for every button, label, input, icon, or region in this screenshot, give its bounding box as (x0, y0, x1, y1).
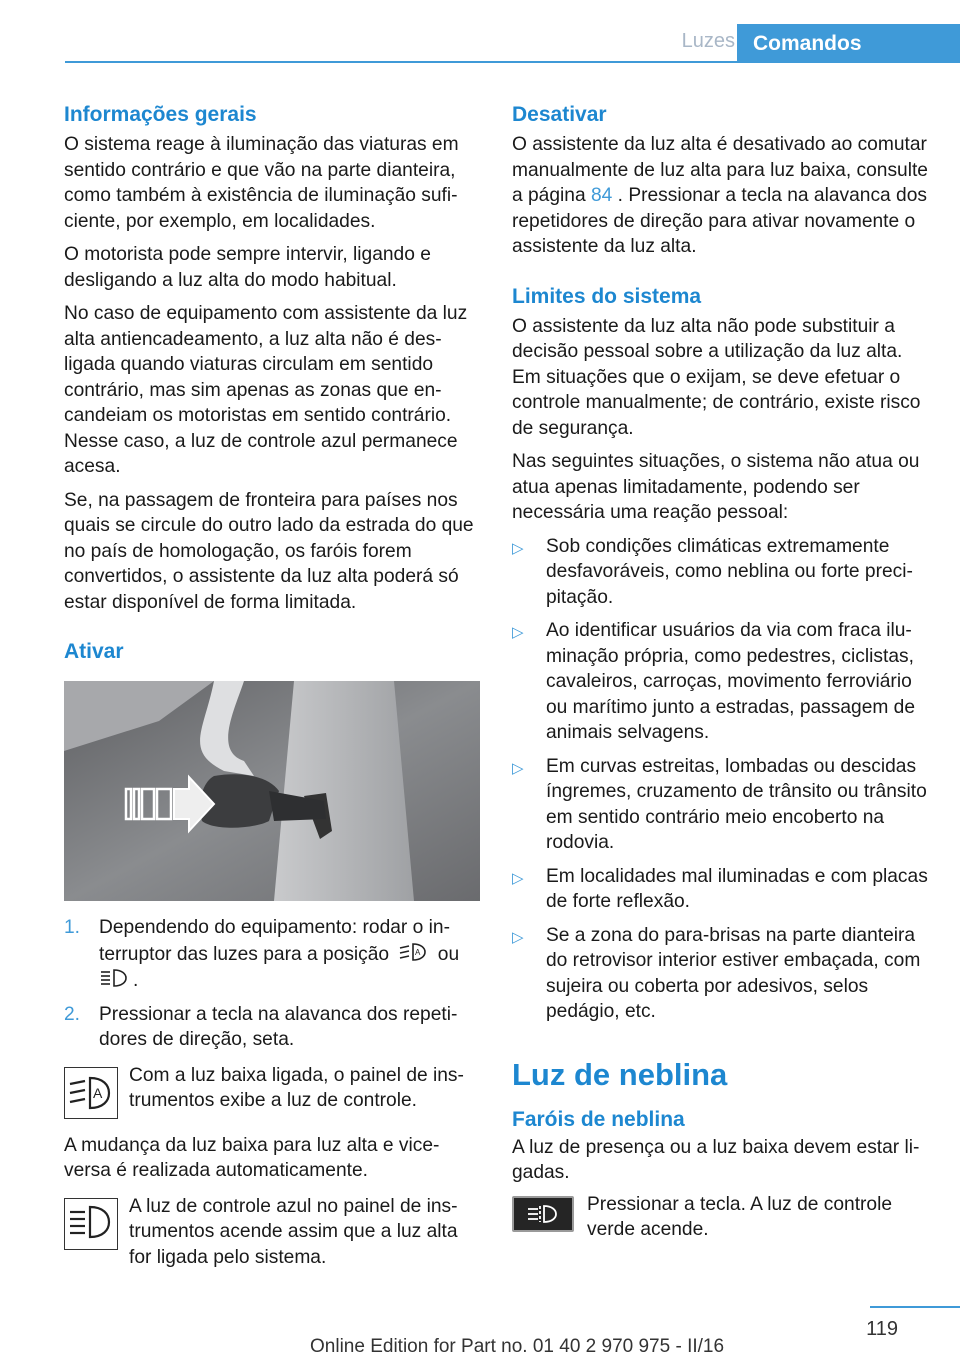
heading-activate: Ativar (64, 640, 124, 663)
auto-high-beam-icon (398, 941, 428, 963)
paragraph-limits-2: Nas seguintes situações, o sistema não atua ou atua apenas limitadamente, podendo ser necessária uma reação pessoal: (512, 451, 920, 523)
note-low-beam-text: Com a luz baixa ligada, o painel de instrumentos exibe a luz de controle. (129, 1064, 464, 1111)
step-text-a: Dependendo do equipamento: rodar o interruptor das luzes para a posição (99, 917, 450, 965)
step-text (99, 915, 480, 994)
fog-button-note (512, 1192, 928, 1243)
activate-steps (64, 915, 480, 1053)
paragraph-general-3: No caso de equipamento com assistente da luz alta antiencadeamento, a luz alta não é desligada quando viaturas circulam em sentido contrário, mas sim apenas as zonas que encandeiam os motoristas em sentido contrário. Nesse caso, a luz de controle azul permanece acesa. (64, 303, 468, 477)
svg-text:A: A (415, 947, 421, 957)
bullet-triangle-icon: ▷ (512, 928, 524, 946)
list-item (512, 618, 928, 746)
list-item (512, 534, 928, 611)
deactivate-text-a: O assistente da luz alta é desativado ao comutar manualmente de luz alta para luz baixa, consulte a página (512, 134, 928, 206)
limits-list (512, 534, 928, 1025)
list-item (512, 754, 928, 856)
high-beam-icon (99, 967, 129, 989)
heading-fog-light: Luz de neblina (512, 1056, 728, 1092)
left-column (64, 100, 480, 1270)
bullet-text: Em curvas estreitas, lombadas ou descidas íngremes, cruzamento de trânsito ou trânsito em sentido contrário meio encoberto na rodovia. (546, 755, 927, 853)
paragraph-limits-1: O assistente da luz alta não pode substituir a decisão pessoal sobre a utilização da luz alta. Em situações que o exijam, se deve efetuar o controle manualmente; de contrário, existe risco de segurança. (512, 315, 921, 439)
bullet-text: Sob condições climáticas extremamente desfavoráveis, como neblina ou forte precipitação. (546, 535, 913, 608)
bullet-text: Se a zona do para-brisas na parte dianteira do retrovisor interior estiver embaçada, com sujeira ou coberta por adesivos, selos pedágio, etc. (546, 924, 921, 1022)
list-item (512, 864, 928, 915)
high-beam-indicator-icon (64, 1198, 118, 1250)
paragraph-general-2: O motorista pode sempre intervir, ligando e desligando a luz alta do modo habitual. (64, 244, 431, 291)
header-rule (65, 61, 737, 63)
auto-high-beam-indicator-icon (64, 1067, 118, 1119)
paragraph-general-1: O sistema reage à iluminação das viaturas em sentido contrário e que vão na parte dianteira, como também à existência de iluminação suficiente, por exemplo, em localidades. (64, 134, 459, 232)
deactivate-text-b: . Pressionar a tecla na alavanca dos repetidores de direção para ativar novamente o assistente da luz alta. (512, 185, 927, 257)
list-item (512, 923, 928, 1025)
right-column (512, 100, 928, 1243)
indicator-note-low-beam (64, 1063, 480, 1119)
svg-text:A: A (93, 1084, 103, 1101)
paragraph-deactivate (512, 132, 928, 260)
paragraph-fog: A luz de presença ou a luz baixa devem estar ligadas. (512, 1136, 920, 1183)
page-number: 119 (866, 1318, 898, 1340)
footer-rule (870, 1306, 960, 1308)
edition-note: Online Edition for Part no. 01 40 2 970 975 - II/16 (310, 1336, 725, 1357)
list-item (64, 915, 480, 994)
fog-button-note-text: Pressionar a tecla. A luz de controle verde acende. (587, 1193, 893, 1240)
bullet-triangle-icon: ▷ (512, 869, 524, 887)
header-section-label: Luzes (681, 30, 735, 52)
bullet-text: Ao identificar usuários da via com fraca iluminação própria, como pedestres, ciclistas, cavaleiros, carroças, movimento ferroviário ou marítimo junto a estradas, passagem de animais selvagens. (546, 620, 916, 743)
bullet-triangle-icon: ▷ (512, 624, 524, 641)
step-number: 1. (64, 917, 81, 938)
step-text-c: . (133, 970, 139, 991)
paragraph-switching: A mudança da luz baixa para luz alta e vice-versa é realizada automaticamente. (64, 1134, 440, 1181)
heading-deactivate: Desativar (512, 103, 607, 126)
bullet-triangle-icon: ▷ (512, 539, 524, 557)
paragraph-general-4: Se, na passagem de fronteira para países nos quais se circule do outro lado da estrada do que no país de homologação, os faróis forem convertidos, o assistente da luz alta poderá só estar disponível de forma limitada. (64, 489, 474, 613)
fog-light-button-icon (512, 1196, 574, 1232)
indicator-note-high-beam (64, 1194, 480, 1271)
header-chapter-tab: Comandos (737, 24, 960, 63)
bullet-text: Em localidades mal iluminadas e com placas de forte reflexão. (546, 865, 928, 912)
heading-system-limits: Limites do sistema (512, 284, 702, 308)
page-link-84[interactable]: 84 (590, 185, 613, 206)
step-number: 2. (64, 1003, 81, 1025)
heading-fog-lights: Faróis de neblina (512, 1107, 685, 1131)
step-text: Pressionar a tecla na alavanca dos repetidores de direção, seta. (99, 1003, 458, 1050)
step-text-b: ou (437, 943, 460, 965)
heading-general-info: Informações gerais (64, 103, 257, 126)
turn-signal-stalk-photo (64, 681, 480, 901)
bullet-triangle-icon: ▷ (512, 759, 524, 777)
note-high-beam-text: A luz de controle azul no painel de instrumentos acende assim que a luz alta for ligada pelo sistema. (129, 1195, 458, 1268)
list-item (64, 1002, 480, 1053)
